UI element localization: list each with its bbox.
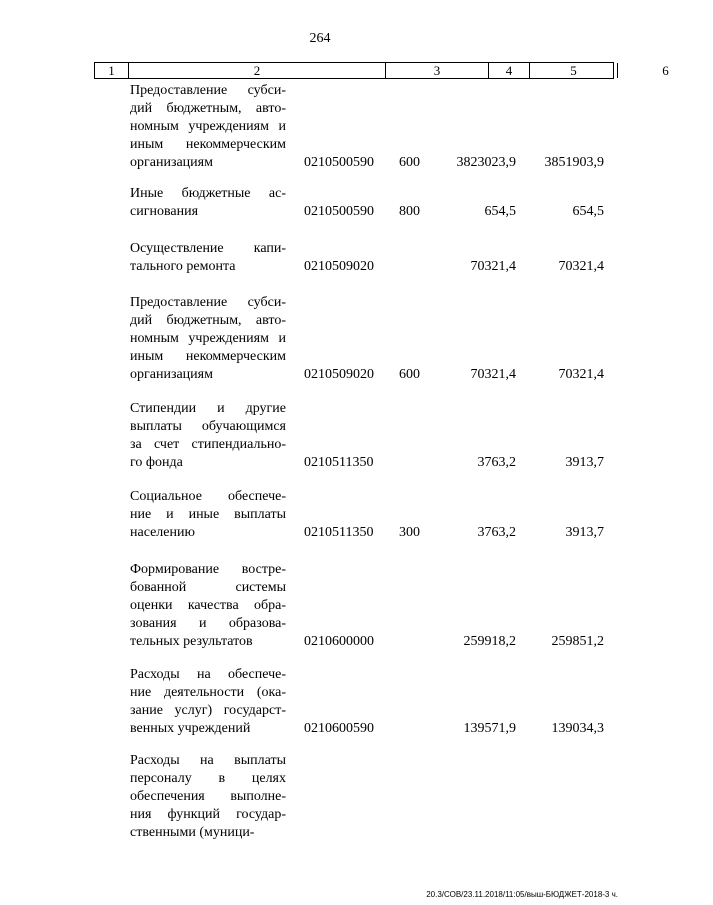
header-col-6: 6 xyxy=(662,63,669,78)
row-expense-type: 300 xyxy=(399,525,420,540)
description-line: го фонда xyxy=(130,455,183,470)
row-description xyxy=(130,400,286,472)
table-header xyxy=(94,62,669,79)
row-description xyxy=(130,294,286,384)
description-line: зования и образова- xyxy=(130,616,286,631)
row-code: 0210511350 xyxy=(304,455,374,470)
row-expense-type: 600 xyxy=(399,155,420,170)
description-line: за счет стипендиально- xyxy=(130,437,286,452)
description-line: Формирование востре- xyxy=(130,562,286,577)
description-line: дий бюджетным, авто- xyxy=(130,101,286,116)
description-line: Стипендии и другие xyxy=(130,401,286,416)
row-value-col6: 3913,7 xyxy=(565,455,604,470)
description-line: иным некоммерческим xyxy=(130,137,286,152)
row-value-col6: 259851,2 xyxy=(551,634,604,649)
footer-stamp: 20.3/СОВ/23.11.2018/11:05/выш-БЮДЖЕТ-2018-3 ч. xyxy=(426,890,618,899)
row-value-col6: 3913,7 xyxy=(565,525,604,540)
description-line: Предоставление субси- xyxy=(130,83,286,98)
description-line: выплаты обучающимся xyxy=(130,419,286,434)
description-line: организациям xyxy=(130,367,213,382)
description-line: Осуществление капи- xyxy=(130,241,286,256)
description-line: ние и иные выплаты xyxy=(130,507,286,522)
description-line: дий бюджетным, авто- xyxy=(130,313,286,328)
row-value-col5: 70321,4 xyxy=(470,367,516,382)
row-value-col5: 3763,2 xyxy=(477,455,516,470)
description-line: тельных результатов xyxy=(130,634,253,649)
row-description xyxy=(130,488,286,542)
description-line: зание услуг) государст- xyxy=(130,703,286,718)
description-line: оценки качества обра- xyxy=(130,598,286,613)
row-code: 0210600590 xyxy=(304,721,374,736)
description-line: венных учреждений xyxy=(130,721,251,736)
row-code: 0210511350 xyxy=(304,525,374,540)
row-value-col5: 654,5 xyxy=(484,204,516,219)
row-description xyxy=(130,240,286,276)
description-line: номным учреждениям и xyxy=(130,119,286,134)
description-line: ственными (муници- xyxy=(130,825,255,840)
description-line: номным учреждениям и xyxy=(130,331,286,346)
header-col-4: 4 xyxy=(489,63,530,78)
header-col-3: 3 xyxy=(386,63,489,78)
header-col-2: 2 xyxy=(129,63,386,78)
row-description xyxy=(130,561,286,651)
description-line: организациям xyxy=(130,155,213,170)
description-line: Расходы на обеспече- xyxy=(130,667,286,682)
row-value-col5: 3823023,9 xyxy=(456,155,516,170)
description-line: Предоставление субси- xyxy=(130,295,286,310)
row-code: 0210600000 xyxy=(304,634,374,649)
description-line: Иные бюджетные ас- xyxy=(130,186,286,201)
row-expense-type: 600 xyxy=(399,367,420,382)
row-code: 0210500590 xyxy=(304,204,374,219)
description-line: тального ремонта xyxy=(130,259,236,274)
row-value-col6: 139034,3 xyxy=(551,721,604,736)
row-code: 0210509020 xyxy=(304,367,374,382)
description-line: бованной системы xyxy=(130,580,286,595)
row-value-col6: 70321,4 xyxy=(558,367,604,382)
header-col-5: 5 xyxy=(530,63,618,78)
row-description xyxy=(130,666,286,738)
page-number: 264 xyxy=(309,31,331,46)
row-value-col5: 259918,2 xyxy=(463,634,516,649)
description-line: иным некоммерческим xyxy=(130,349,286,364)
description-line: сигнования xyxy=(130,204,199,219)
row-description xyxy=(130,82,286,172)
row-description xyxy=(130,752,286,842)
description-line: Социальное обеспече- xyxy=(130,489,286,504)
description-line: Расходы на выплаты xyxy=(130,753,286,768)
row-code: 0210509020 xyxy=(304,259,374,274)
description-line: персоналу в целях xyxy=(130,771,286,786)
row-value-col5: 139571,9 xyxy=(463,721,516,736)
row-description xyxy=(130,185,286,221)
row-value-col6: 654,5 xyxy=(572,204,604,219)
description-line: ние деятельности (ока- xyxy=(130,685,286,700)
description-line: обеспечения выполне- xyxy=(130,789,286,804)
description-line: населению xyxy=(130,525,195,540)
description-line: ния функций государ- xyxy=(130,807,286,822)
row-value-col6: 70321,4 xyxy=(558,259,604,274)
header-col-1: 1 xyxy=(95,63,129,78)
row-value-col6: 3851903,9 xyxy=(544,155,604,170)
row-value-col5: 70321,4 xyxy=(470,259,516,274)
row-code: 0210500590 xyxy=(304,155,374,170)
row-value-col5: 3763,2 xyxy=(477,525,516,540)
row-expense-type: 800 xyxy=(399,204,420,219)
